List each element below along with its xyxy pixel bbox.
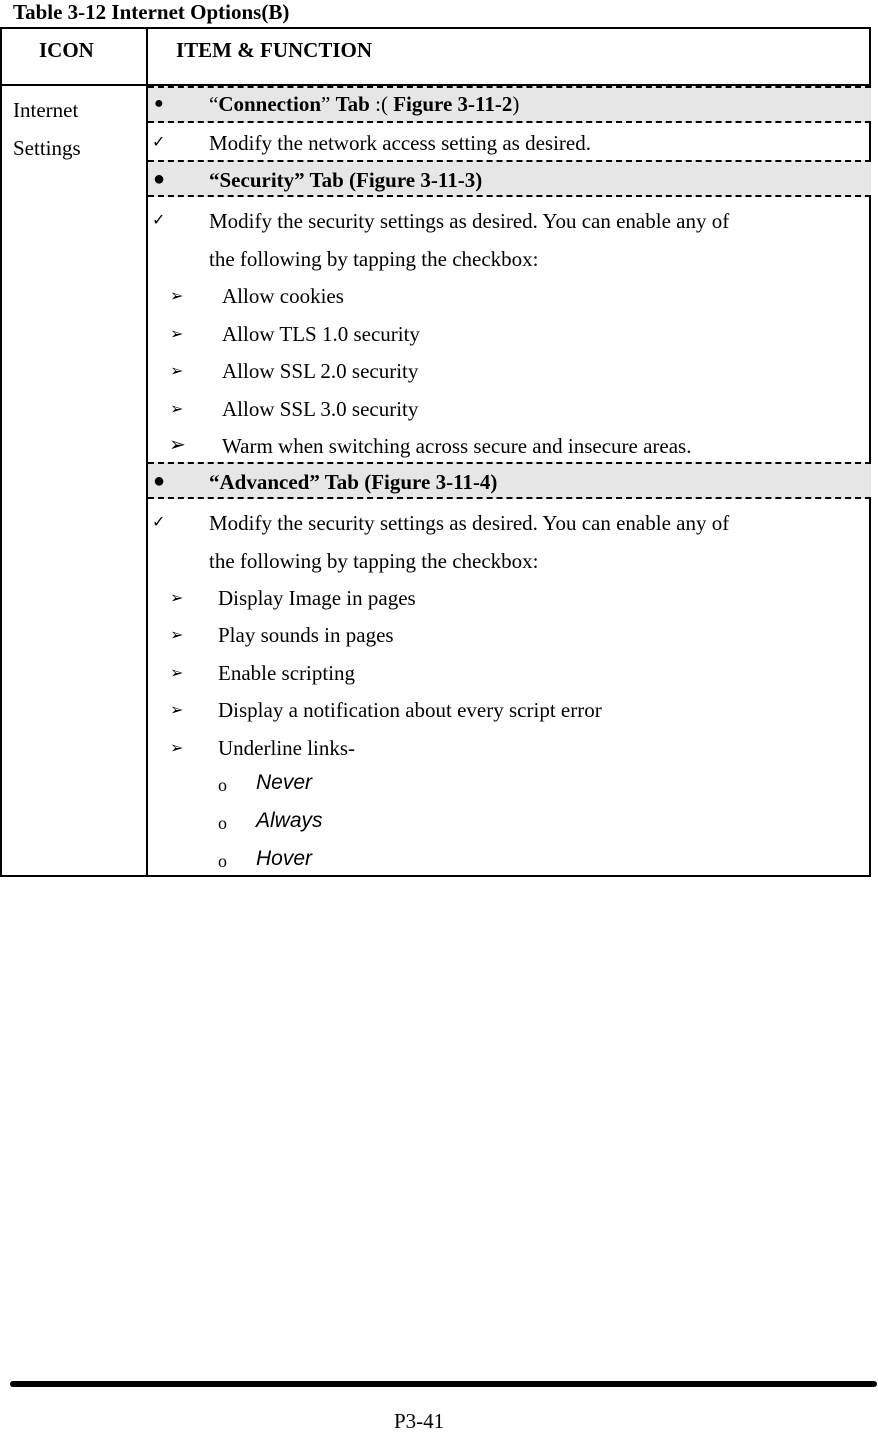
underline-choice: Always [256,809,323,832]
advanced-desc-line2: the following by tapping the checkbox: [209,549,539,573]
underline-choice: Hover [256,847,313,870]
security-option: Allow SSL 3.0 security [222,397,419,421]
check-icon: ✓ [152,514,166,531]
advanced-option: Enable scripting [218,661,356,685]
connection-desc: Modify the network access setting as desired. [209,131,591,155]
check-icon: ✓ [152,212,166,229]
internet-options-table [0,27,871,877]
column-divider [146,29,148,875]
arrow-icon: ➢ [170,740,184,757]
footer-rule [10,1381,877,1387]
advanced-option: Display Image in pages [218,586,416,610]
circle-bullet-icon: o [218,775,227,795]
connection-tab-name: Connection [218,92,322,116]
icon-cell-line1: Internet [13,98,79,122]
underline-choice: Never [256,771,313,794]
security-option: Allow SSL 2.0 security [222,359,419,383]
check-icon: ✓ [152,134,166,151]
circle-bullet-icon: o [218,813,227,833]
arrow-icon: ➢ [170,326,184,343]
arrow-icon: ➢ [170,363,184,380]
icon-cell-line2: Settings [13,136,81,160]
arrow-icon: ➢ [170,401,184,418]
circle-bullet-icon: o [218,851,227,871]
quote-close: ” [321,92,331,116]
arrow-icon: ➢ [169,434,186,456]
advanced-option: Play sounds in pages [218,623,394,647]
bullet-icon: ● [153,470,166,492]
icon-cell [13,91,81,167]
advanced-option: Underline links- [218,736,356,760]
arrow-icon: ➢ [170,288,184,305]
separator: :( [375,92,388,116]
security-desc-line2: the following by tapping the checkbox: [209,247,539,271]
security-desc-line1: Modify the security settings as desired. You can enable any of [209,209,730,233]
table-caption: Table 3-12 Internet Options(B) [13,0,290,24]
security-option: Warm when switching across secure and insecure areas. [222,434,692,458]
security-tab-heading: “Security” Tab (Figure 3-11-3) [209,168,483,192]
quote-open: “ [209,92,219,116]
tab-word: Tab [335,92,370,116]
arrow-icon: ➢ [170,590,184,607]
bullet-icon: ● [154,95,164,112]
header-item-function: ITEM & FUNCTION [176,38,373,62]
advanced-desc-line1: Modify the security settings as desired. You can enable any of [209,511,730,535]
arrow-icon: ➢ [170,627,184,644]
connection-tab-heading [209,92,519,116]
arrow-icon: ➢ [170,665,184,682]
paren-close: ) [512,92,520,116]
security-option: Allow TLS 1.0 security [222,322,420,346]
header-icon: ICON [39,38,94,62]
advanced-option: Display a notification about every script error [218,698,602,722]
page-number: P3-41 [394,1409,445,1433]
advanced-tab-heading: “Advanced” Tab (Figure 3-11-4) [209,470,498,494]
bullet-icon: ● [153,168,166,190]
connection-figure-ref: Figure 3-11-2 [393,92,513,116]
arrow-icon: ➢ [170,702,184,719]
security-option: Allow cookies [222,284,344,308]
